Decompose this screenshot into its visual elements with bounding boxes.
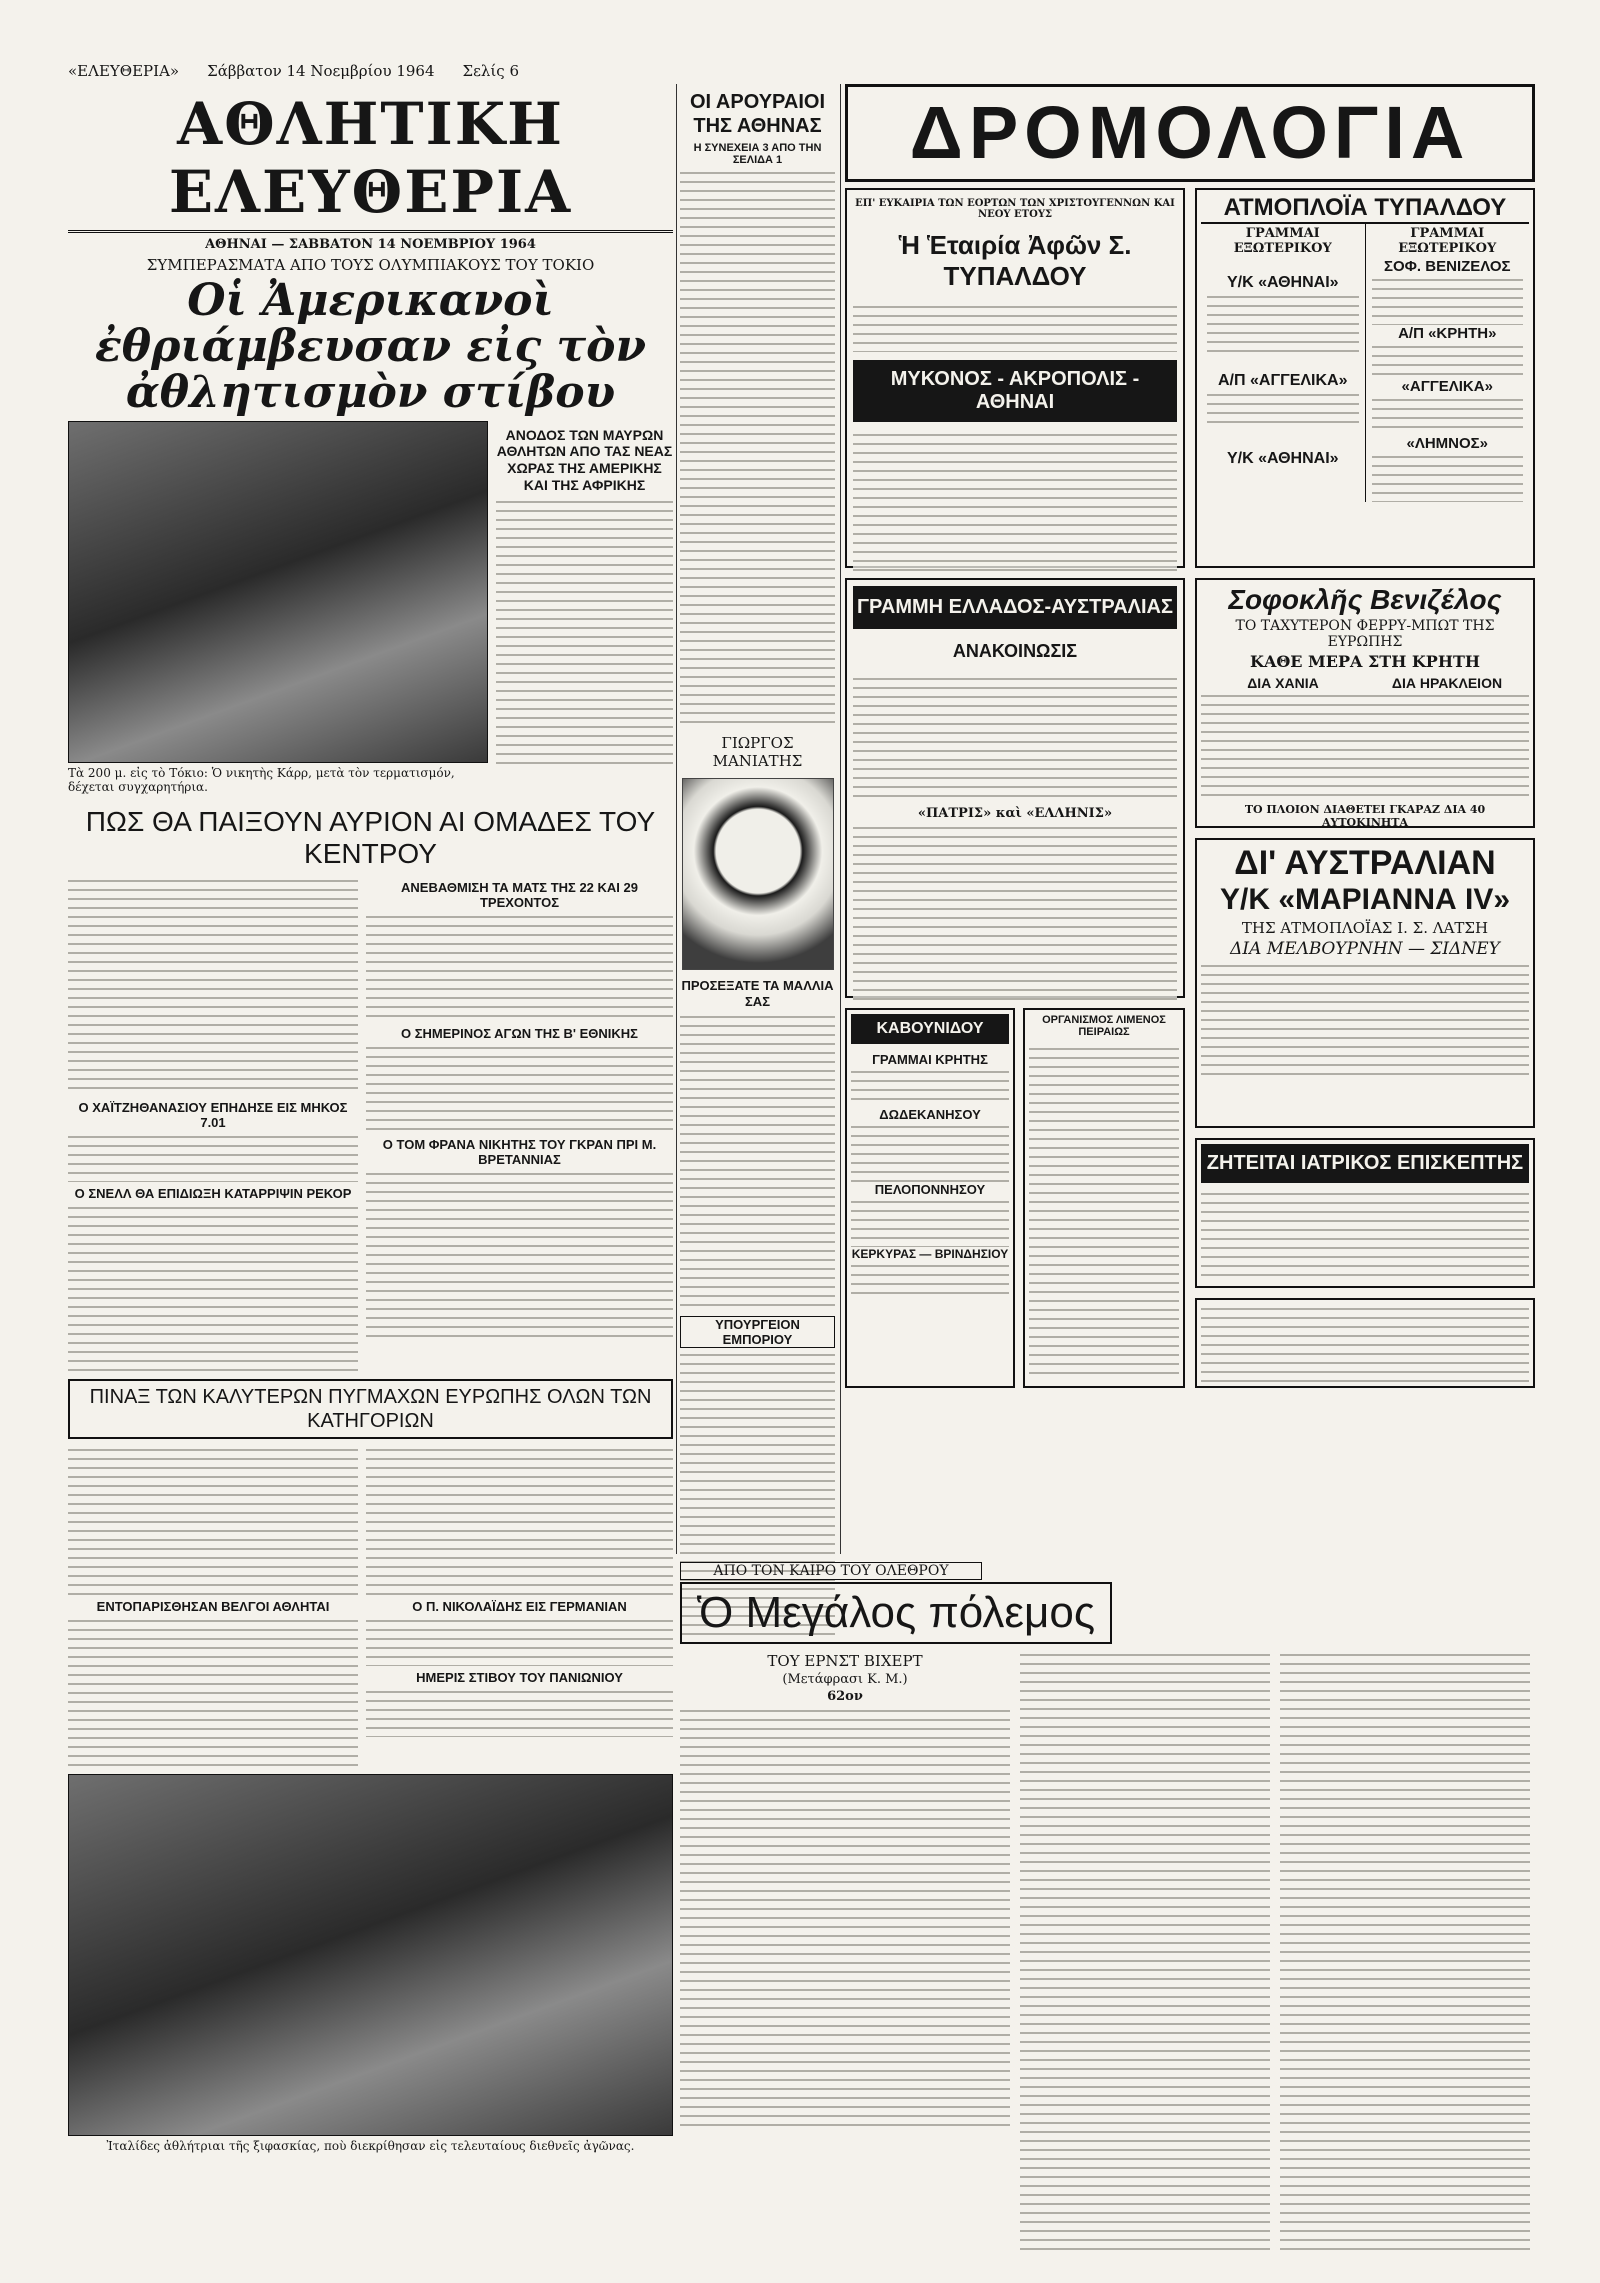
venizelos-title: Σοφοκλῆς Βενιζέλος xyxy=(1228,584,1502,615)
serial-title: Ὁ Μεγάλος πόλεμος xyxy=(680,1582,1112,1644)
article-text xyxy=(366,912,673,1022)
garage-note: ΤΟ ΠΛΟΙΟΝ ΔΙΑΘΕΤΕΙ ΓΚΑΡΑΖ ΔΙΑ 40 ΑΥΤΟΚΙΝΗΤΑ xyxy=(1244,803,1486,829)
fencers-photo xyxy=(68,1774,673,2136)
belgian-headline: ΕΝΤΟΠΑΡΙΣΘΗΣΑΝ ΒΕΛΓΟΙ ΑΘΛΗΤΑΙ xyxy=(96,1598,330,1614)
ad-text xyxy=(851,1067,1009,1107)
ad-text xyxy=(1201,961,1529,1081)
ads-section xyxy=(845,84,1535,1261)
atmoploia-ad xyxy=(1195,188,1535,568)
ship-angelika: Α/Π «ΑΓΓΕΛΙΚΑ» xyxy=(1218,372,1348,389)
serial-translator: (Μετάφρασι Κ. Μ.) xyxy=(782,1672,908,1687)
ad-text xyxy=(1372,275,1524,325)
xaitzi-headline: Ο ΧΑΪΤΖΗΘΑΝΑΣΙΟΥ ΕΠΗΔΗΣΕ ΕΙΣ ΜΗΚΟΣ 7.01 xyxy=(78,1099,348,1130)
ship-kriti: Α/Π «ΚΡΗΤΗ» xyxy=(1398,325,1497,342)
article-text xyxy=(68,1132,358,1182)
cartoon-portrait xyxy=(682,778,834,970)
ad-text xyxy=(1372,395,1524,435)
second-headline: ΠΩΣ ΘΑ ΠΑΙΞΟΥΝ ΑΥΡΙΟΝ ΑΙ ΟΜΑΔΕΣ ΤΟΥ ΚΕΝΤΡΟΥ xyxy=(85,805,656,869)
article-text xyxy=(366,1445,673,1595)
column-rule xyxy=(840,84,841,1554)
corfu-lines: ΚΕΡΚΥΡΑΣ — ΒΡΙΝΔΗΣΙΟΥ xyxy=(851,1247,1009,1261)
ad-text xyxy=(851,1197,1009,1247)
paper-name: «ΕΛΕΥΘΕΡΙΑ» xyxy=(68,62,180,80)
typaldou-occasion: ΕΠ' ΕΥΚΑΙΡΙΑ ΤΩΝ ΕΟΡΤΩΝ ΤΩΝ ΧΡΙΣΤΟΥΓΕΝΝΩΝ ΚΑΙ ΝΕΟΥ ΕΤΟΥΣ xyxy=(855,198,1175,220)
ship-limnos: «ΛΗΜΝΟΣ» xyxy=(1406,435,1489,452)
continued-note: Η ΣΥΝΕΧΕΙΑ 3 ΑΠΟ ΤΗΝ ΣΕΛΙΔΑ 1 xyxy=(693,142,822,166)
marianna-ship: Υ/Κ «ΜΑΡΙΑΝΝΑ IV» xyxy=(1219,883,1511,916)
tomfrana-headline: Ο ΤΟΜ ΦΡΑΝΑ ΝΙΚΗΤΗΣ ΤΟΥ ΓΚΡΑΝ ΠΡΙ Μ. ΒΡΕΤΑΝΝΙΑΣ xyxy=(382,1136,657,1167)
ad-text xyxy=(1201,1304,1529,1382)
australia-title: ΔΙ' ΑΥΣΤΡΑΛΙΑΝ xyxy=(1234,844,1496,882)
page-header xyxy=(68,62,628,80)
article-text xyxy=(68,1616,358,1766)
ship-athinai: Υ/Κ «ΑΘΗΝΑΙ» xyxy=(1226,274,1339,291)
announcements-head: ΑΝΑΚΟΙΝΩΣΙΣ xyxy=(952,641,1078,661)
ad-text xyxy=(851,1122,1009,1182)
venizelos-ad xyxy=(1195,578,1535,828)
australia-line-ad xyxy=(845,578,1185,998)
middle-column xyxy=(680,84,835,1650)
article-author: ΓΙΩΡΓΟΣ ΜΑΝΙΑΤΗΣ xyxy=(712,734,803,770)
anevathmisi-headline: ΑΝΕΒΑΘΜΙΣΗ ΤΑ ΜΑΤΣ ΤΗΣ 22 ΚΑΙ 29 ΤΡΕΧΟΝΤΟΣ xyxy=(401,879,638,910)
snell-headline: Ο ΣΝΕΛΛ ΘΑ ΕΠΙΔΙΩΞΗ ΚΑΤΑΡΡΙΨΙΝ ΡΕΚΟΡ xyxy=(74,1185,352,1201)
runners-photo xyxy=(68,421,488,763)
issue-date: Σάββατον 14 Νοεμβρίου 1964 xyxy=(207,62,435,80)
ad-text xyxy=(853,430,1177,600)
serial-text xyxy=(680,1706,1010,2126)
serial-text xyxy=(1280,1650,1530,2250)
melbourne-route: ΔΙΑ ΜΕΛΒΟΥΡΝΗΝ — ΣΙΔΝΕΥ xyxy=(1230,939,1500,959)
ad-text xyxy=(1372,342,1524,378)
ad-text xyxy=(1372,452,1524,502)
nikolaidis-headline: Ο Π. ΝΙΚΟΛΑΪΔΗΣ ΕΙΣ ΓΕΡΜΑΝΙΑΝ xyxy=(412,1598,627,1614)
photo-caption: Τὰ 200 μ. εἰς τὸ Τόκιο: Ὁ νικητὴς Κάρρ, μετὰ τὸν τερματισμόν, δέχεται συγχαρητήρια. xyxy=(68,765,455,794)
article-text xyxy=(68,876,358,1096)
ad-text xyxy=(853,302,1177,352)
article-text xyxy=(496,497,673,767)
typaldou-ad xyxy=(845,188,1185,568)
ad-text xyxy=(1207,390,1359,430)
serial-author: ΤΟΥ ΕΡΝΣΤ ΒΙΧΕΡΤ xyxy=(767,1652,923,1670)
sports-dateline: ΑΘΗΝΑΙ — ΣΑΒΒΑΤΟΝ 14 ΝΟΕΜΒΡΙΟΥ 1964 xyxy=(205,237,536,252)
ad-text xyxy=(1029,1044,1179,1374)
ad-text xyxy=(853,674,1177,804)
ministry-head: ΥΠΟΥΡΓΕΙΟΝ ΕΜΠΟΡΙΟΥ xyxy=(680,1316,835,1348)
to-chania: ΔΙΑ ΧΑΝΙΑ xyxy=(1247,675,1319,691)
sports-headline: Οἱ Ἀμερικανοὶ ἐθριάμβευσαν εἰς τὸν ἀθλητισμὸν στίβου xyxy=(95,275,646,419)
venizelos-sub2: ΚΑΘΕ ΜΕΡΑ ΣΤΗ ΚΡΗΤΗ xyxy=(1250,652,1480,671)
kavounidou-ad xyxy=(845,1008,1015,1388)
article-text xyxy=(680,1012,835,1312)
dodecanese-lines: ΔΩΔΕΚΑΝΗΣΟΥ xyxy=(879,1107,981,1122)
simerinos-headline: Ο ΣΗΜΕΡΙΝΟΣ ΑΓΩΝ ΤΗΣ Β' ΕΘΝΙΚΗΣ xyxy=(401,1025,638,1041)
ship-venizelos: ΣΟΦ. ΒΕΝΙΖΕΛΟΣ xyxy=(1383,258,1511,275)
sports-section xyxy=(68,84,673,2159)
article-text xyxy=(366,1169,673,1339)
ext-lines-right: ΓΡΑΜΜΑΙ ΕΞΩΤΕΡΙΚΟΥ xyxy=(1398,226,1497,256)
sidebar-headline: ΑΝΟΔΟΣ ΤΩΝ ΜΑΥΡΩΝ ΑΘΛΗΤΩΝ ΑΠΟ ΤΑΣ ΝΕΑΣ ΧΩΡΑΣ ΤΗΣ ΑΜΕΡΙΚΗΣ ΚΑΙ ΤΗΣ ΑΦΡΙΚΗΣ xyxy=(496,426,673,493)
ad-text xyxy=(1201,691,1529,801)
middle-title: ΟΙ ΑΡΟΥΡΑΙΟΙ ΤΗΣ ΑΘΗΝΑΣ xyxy=(689,91,826,137)
marianna-ad xyxy=(1195,838,1535,1128)
cartoon-caption: ΠΡΟΣΕΞΑΤΕ ΤΑ ΜΑΛΛΙΑ ΣΑΣ xyxy=(681,978,834,1009)
to-heraklion: ΔΙΑ ΗΡΑΚΛΕΙΟΝ xyxy=(1391,675,1503,691)
port-org: ΟΡΓΑΝΙΣΜΟΣ ΛΙΜΕΝΟΣ ΠΕΙΡΑΙΩΣ xyxy=(1042,1014,1166,1038)
peloponnese-lines: ΠΕΛΟΠΟΝΝΗΣΟΥ xyxy=(874,1182,986,1197)
page-number: Σελίς 6 xyxy=(462,62,519,80)
article-text xyxy=(366,1043,673,1133)
port-ad xyxy=(1023,1008,1185,1388)
crete-lines: ΓΡΑΜΜΑΙ ΚΡΗΤΗΣ xyxy=(872,1052,988,1067)
latsis-company: ΤΗΣ ΑΤΜΟΠΛΟΪΑΣ Ι. Σ. ΛΑΤΣΗ xyxy=(1241,919,1489,937)
article-text xyxy=(68,1203,358,1373)
typaldou-company: Ἡ Ἑταιρία Ἀφῶν Σ. ΤΥΠΑΛΔΟΥ xyxy=(898,230,1132,291)
article-text xyxy=(680,168,835,728)
venizelos-sub: ΤΟ ΤΑΧΥΤΕΡΟΝ ΦΕΡΡΥ-ΜΠΩΤ ΤΗΣ ΕΥΡΩΠΗΣ xyxy=(1235,618,1495,650)
serial-installment: 62ον xyxy=(827,1689,863,1704)
ship-angelika-r: «ΑΓΓΕΛΙΚΑ» xyxy=(1401,378,1493,395)
boxing-table-headline: ΠΙΝΑΞ ΤΩΝ ΚΑΛΥΤΕΡΩΝ ΠΥΓΜΑΧΩΝ ΕΥΡΩΠΗΣ ΟΛΩΝ ΤΩΝ ΚΑΤΗΓΟΡΙΩΝ xyxy=(68,1379,673,1439)
kavounidou-title: ΚΑΒΟΥΝΙΔΟΥ xyxy=(851,1014,1009,1044)
sports-subtitle: ΣΥΜΠΕΡΑΣΜΑΤΑ ΑΠΟ ΤΟΥΣ ΟΛΥΜΠΙΑΚΟΥΣ ΤΟΥ ΤΟΚΙΟ xyxy=(146,256,595,274)
atmoploia-title: ΑΤΜΟΠΛΟΪΑ ΤΥΠΑΛΔΟΥ xyxy=(1201,194,1529,224)
serial-text xyxy=(1020,1650,1270,2250)
article-text xyxy=(366,1616,673,1666)
article-text xyxy=(366,1687,673,1737)
ad-text xyxy=(851,1261,1009,1301)
serial-section xyxy=(680,1560,1535,2250)
ships-named: «ΠΑΤΡΙΣ» καὶ «ΕΛΛΗΝΙΣ» xyxy=(917,806,1113,821)
bottom-photo-caption: Ἰταλίδες ἀθλήτριαι τῆς ξιφασκίας, ποὺ διεκρίθησαν εἰς τελευταίους διεθνεῖς ἀγῶνας. xyxy=(106,2138,635,2153)
ad-text xyxy=(1207,292,1359,352)
australia-line-title: ΓΡΑΜΜΗ ΕΛΛΑΔΟΣ-ΑΥΣΤΡΑΛΙΑΣ xyxy=(853,586,1177,629)
sports-title: ΑΘΛΗΤΙΚΗ ΕΛΕΥΘΕΡΙΑ xyxy=(68,84,673,233)
column-rule xyxy=(676,84,677,1554)
doctor-title: ΖΗΤΕΙΤΑΙ ΙΑΤΡΙΚΟΣ ΕΠΙΣΚΕΠΤΗΣ xyxy=(1201,1144,1529,1183)
ship-athinai-2: Υ/Κ «ΑΘΗΝΑΙ» xyxy=(1226,450,1339,467)
dromologia-title: ΔΡΟΜΟΛΟΓΙΑ xyxy=(845,84,1535,182)
ext-lines-left: ΓΡΑΜΜΑΙ ΕΞΩΤΕΡΙΚΟΥ xyxy=(1233,226,1332,256)
ad-text xyxy=(853,823,1177,1003)
small-text-ad xyxy=(1195,1298,1535,1388)
typaldou-route: ΜΥΚΟΝΟΣ - ΑΚΡΟΠΟΛΙΣ - ΑΘΗΝΑΙ xyxy=(853,360,1177,422)
serial-kicker: ΑΠΟ ΤΟΝ ΚΑΙΡΟ ΤΟΥ ΟΛΕΘΡΟΥ xyxy=(680,1562,982,1580)
imera-headline: ΗΜΕΡΙΣ ΣΤΙΒΟΥ ΤΟΥ ΠΑΝΙΩΝΙΟΥ xyxy=(416,1669,623,1685)
ad-text xyxy=(1201,1189,1529,1279)
article-text xyxy=(68,1445,358,1595)
doctor-ad xyxy=(1195,1138,1535,1288)
